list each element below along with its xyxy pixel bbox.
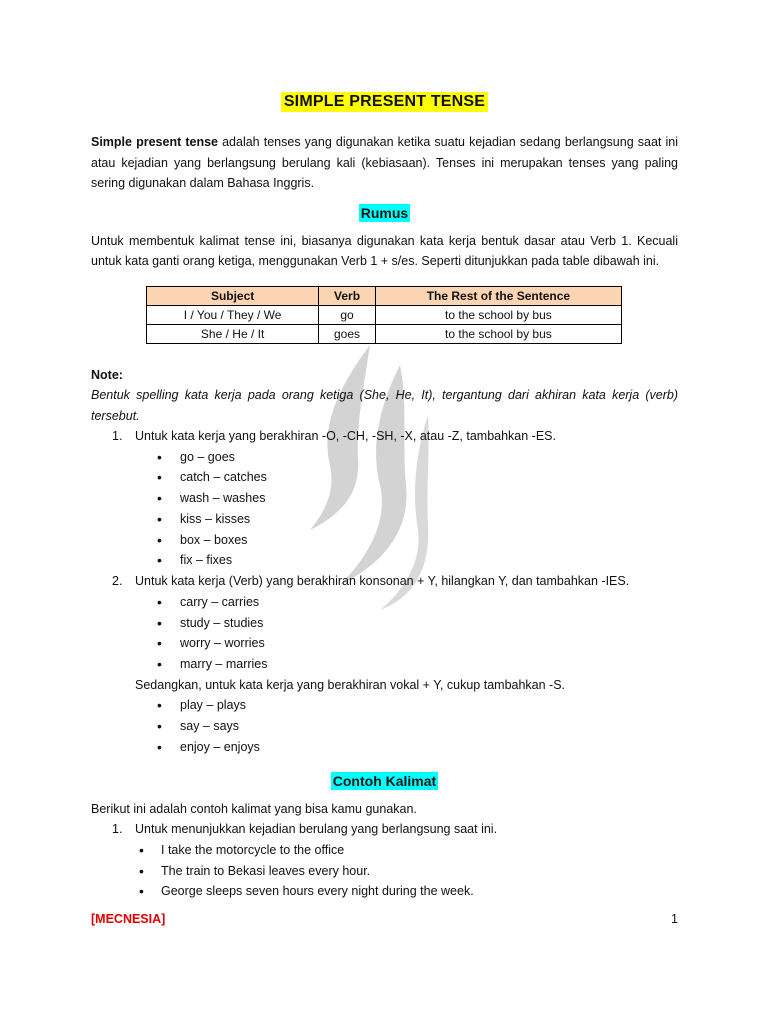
list-item xyxy=(91,819,678,840)
table-row xyxy=(147,324,622,343)
rule-1-examples xyxy=(91,447,678,572)
list-item: • catch – catches xyxy=(91,467,678,488)
list-item: • fix – fixes xyxy=(91,550,678,571)
list-item: • The train to Bekasi leaves every hour. xyxy=(91,861,678,882)
list-number: 1. xyxy=(112,822,123,837)
list-number: 2. xyxy=(112,574,123,589)
intro-text: adalah tenses yang digunakan ketika suatu kejadian sedang berlangsung saat ini atau kejadian yang berlangsung berulang kali (kebiasaan). Tenses ini merupakan tenses yang paling sering digunakan dalam Bahasa Inggris. xyxy=(91,135,678,190)
table-header-cell: Subject xyxy=(147,286,319,305)
list-number: 1. xyxy=(112,429,123,443)
list-item: • box – boxes xyxy=(91,530,678,551)
list-item xyxy=(91,571,678,592)
contoh-text: Berikut ini adalah contoh kalimat yang bisa kamu gunakan. xyxy=(91,801,417,816)
list-item: • enjoy – enjoys xyxy=(91,737,678,758)
rule-text: Untuk kata kerja (Verb) yang berakhiran konsonan + Y, hilangkan Y, dan tambahkan -IES. xyxy=(135,574,630,589)
table-header-cell: The Rest of the Sentence xyxy=(375,286,621,305)
note-section xyxy=(91,365,678,758)
contoh-heading-wrap xyxy=(91,772,678,796)
rule-2-examples xyxy=(91,592,678,675)
rule-text: Untuk kata kerja yang berakhiran -O, -CH, -SH, -X, atau -Z, tambahkan -ES. xyxy=(135,429,556,443)
list-item: • study – studies xyxy=(91,613,678,634)
list-item: • I take the motorcycle to the office xyxy=(91,840,678,861)
page-number: 1 xyxy=(671,912,678,926)
table-cell: I / You / They / We xyxy=(147,305,319,324)
contoh-examples xyxy=(91,840,678,902)
rumus-table xyxy=(146,286,622,344)
table-header-cell: Verb xyxy=(319,286,376,305)
intro-paragraph xyxy=(91,132,678,194)
rumus-text: Untuk membentuk kalimat tense ini, biasanya digunakan kata kerja bentuk dasar atau Verb 1. Kecuali untuk kata ganti orang ketiga, menggunakan Verb 1 + s/es. Seperti ditunjukkan pada table dibawah ini. xyxy=(91,233,678,268)
table-cell: to the school by bus xyxy=(375,324,621,343)
list-item: • carry – carries xyxy=(91,592,678,613)
page-footer xyxy=(91,912,678,926)
table-header-row xyxy=(147,286,622,305)
note-text: Bentuk spelling kata kerja pada orang ketiga (She, He, It), tergantung dari akhiran kata kerja (verb) tersebut. xyxy=(91,388,678,423)
contoh-list xyxy=(91,819,678,840)
note-rules-list xyxy=(91,571,678,592)
document-body xyxy=(91,92,678,902)
list-item: • wash – washes xyxy=(91,488,678,509)
list-item: • say – says xyxy=(91,716,678,737)
table-cell: go xyxy=(319,305,376,324)
contoh-item-text: Untuk menunjukkan kejadian berulang yang berlangsung saat ini. xyxy=(135,822,498,837)
list-item: • kiss – kisses xyxy=(91,509,678,530)
note-title: Note: xyxy=(91,367,123,382)
rumus-heading-wrap xyxy=(91,204,678,228)
footer-brand: [MECNESIA] xyxy=(91,912,166,926)
intro-bold-term: Simple present tense xyxy=(91,135,218,149)
table-cell: She / He / It xyxy=(147,324,319,343)
table-cell: goes xyxy=(319,324,376,343)
list-item: • worry – worries xyxy=(91,633,678,654)
contoh-heading: Contoh Kalimat xyxy=(332,772,437,789)
table-row xyxy=(147,305,622,324)
list-item: • marry – marries xyxy=(91,654,678,675)
rumus-heading: Rumus xyxy=(360,204,409,221)
vowel-examples xyxy=(91,695,678,757)
table-cell: to the school by bus xyxy=(375,305,621,324)
note-rules-list xyxy=(91,426,678,447)
page-title: SIMPLE PRESENT TENSE xyxy=(281,92,488,112)
list-item: • go – goes xyxy=(91,447,678,468)
list-item: • play – plays xyxy=(91,695,678,716)
list-item xyxy=(91,426,678,447)
list-item: • George sleeps seven hours every night during the week. xyxy=(91,881,678,902)
vowel-rule-text: Sedangkan, untuk kata kerja yang berakhiran vokal + Y, cukup tambahkan -S. xyxy=(135,677,566,692)
